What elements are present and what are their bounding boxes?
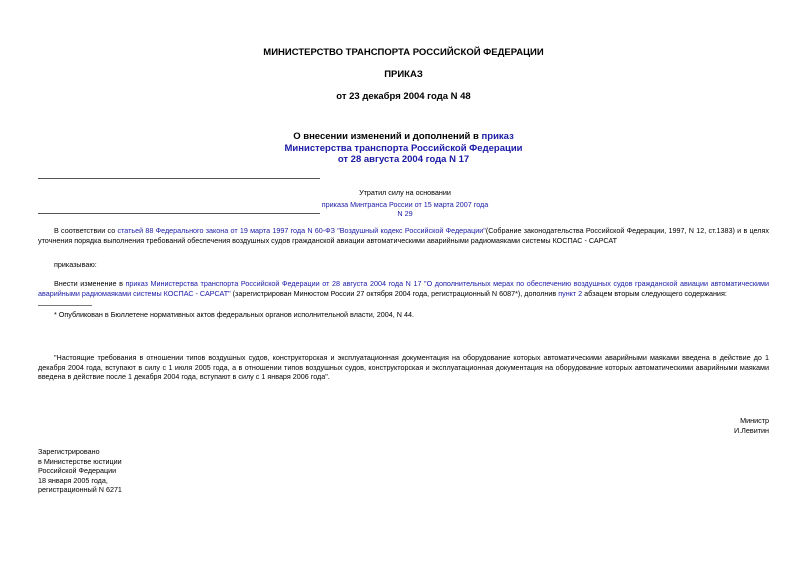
signature-name: И.Левитин [734, 425, 769, 435]
signature-position: Министр [740, 416, 769, 425]
clause-2-link[interactable]: пункт 2 [558, 288, 583, 298]
title-link-order[interactable]: приказ [481, 131, 514, 142]
quoted-text: "Настоящие требования в отношении типов воздушных судов, конструкторская и эксплуатационная документация на оборудование которых автоматическими аварийными маяками введена в действие до 1 декабря 2004 года, вступают в силу с 1 июля 2005 года, а в отношении типов воздушных судов, конструкторская и эксплуатационная документация на оборудование которых автоматическими аварийными маяками введена в действие после 1 декабря 2004 года, вступают в силу с 1 января 2006 года". [38, 353, 769, 382]
footnote-divider [38, 305, 92, 306]
document-title [0, 131, 807, 166]
order-17-link[interactable]: приказ Министерства транспорта Российской Федерации от 28 августа 2004 года N 17 "О дополнительных мерах по обеспечению воздушных судов гражданской авиации автоматическими аварийными радиомаяками системы КОСПАС - САРСАТ" [38, 279, 769, 298]
amendment-mid: (зарегистрирован Минюстом России 27 октября 2004 года, регистрационный N 6087*), дополнив [230, 288, 559, 298]
title-prefix: О внесении изменений и дополнений в [293, 131, 482, 142]
signature-block [734, 416, 769, 435]
title-link-ministry[interactable]: Министерства транспорта Российской Федерации [284, 142, 523, 154]
registration-block [38, 447, 122, 495]
registration-line-4: 18 января 2005 года, [38, 475, 108, 485]
registration-line-2: в Министерстве юстиции [38, 456, 122, 466]
aviation-code-link[interactable]: статьей 88 Федерального закона от 19 марта 1997 года N 60-ФЗ "Воздушный кодекс Российской Федерации" [117, 226, 486, 235]
ministry-heading: МИНИСТЕРСТВО ТРАНСПОРТА РОССИЙСКОЙ ФЕДЕРАЦИИ [263, 47, 544, 58]
preamble-rest: (Собрание законодательства Российской Федерации, 1997, N 12, ст.1383) и в целях уточнения порядка выполнения требований обеспечения воздушных судов гражданской авиации автоматическими аварийными радиомаяками системы КОСПАС - САРСАТ [38, 226, 769, 245]
footnote: * Опубликован в Бюллетене нормативных актов федеральных органов исполнительной власти, 2004, N 44. [54, 310, 414, 319]
divider-top [38, 178, 320, 179]
document-type: ПРИКАЗ [384, 69, 423, 80]
order-word: приказываю: [54, 260, 97, 269]
registration-line-1: Зарегистрировано [38, 447, 100, 456]
status-link[interactable]: приказа Минтранса России от 15 марта 2007 года N 29 [321, 199, 489, 219]
document-date-number: от 23 декабря 2004 года N 48 [336, 91, 471, 102]
title-link-date[interactable]: от 28 августа 2004 года N 17 [337, 154, 470, 165]
amendment-paragraph [38, 279, 769, 298]
amendment-intro: Внести изменение в [54, 279, 126, 288]
divider-bottom [38, 213, 320, 214]
preamble-intro: В соответствии со [54, 226, 118, 235]
status-note [320, 188, 490, 219]
status-line-1: Утратил силу на основании [359, 188, 451, 197]
amendment-tail: абзацем вторым следующего содержания: [582, 288, 727, 298]
preamble-paragraph [38, 226, 769, 245]
registration-line-3: Российской Федерации [38, 466, 117, 476]
registration-line-5: регистрационный N 6271 [38, 485, 122, 495]
